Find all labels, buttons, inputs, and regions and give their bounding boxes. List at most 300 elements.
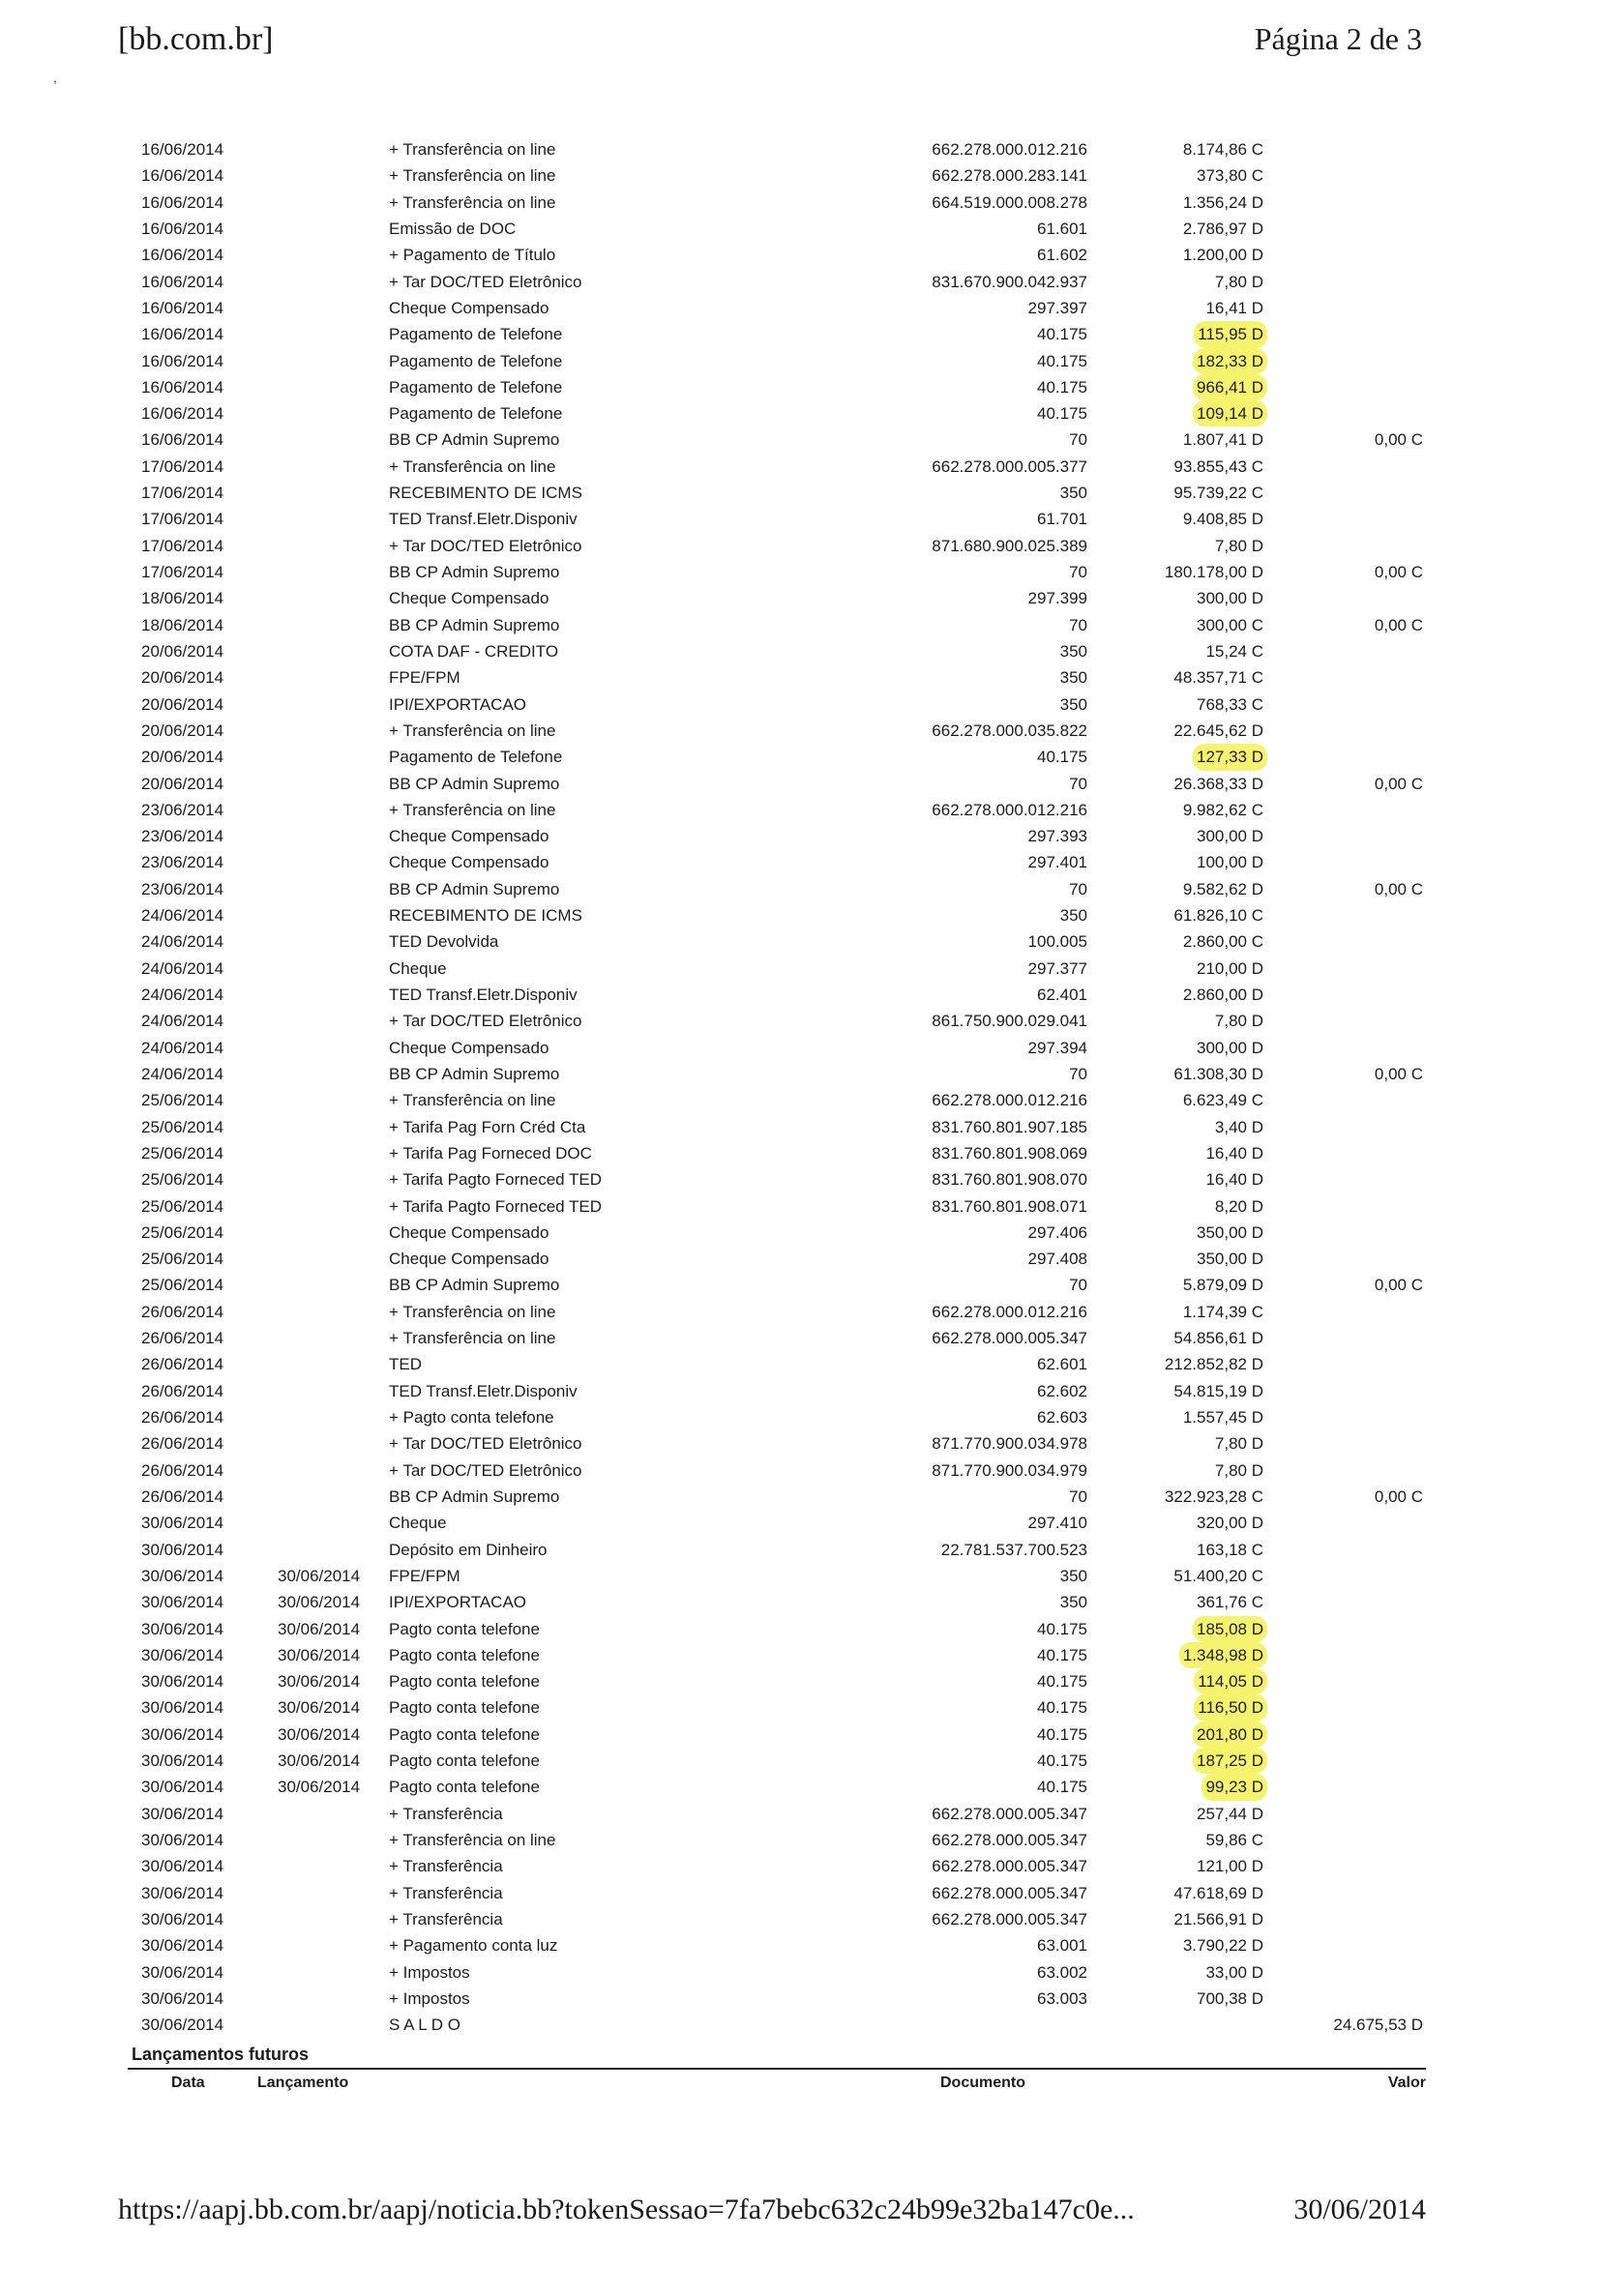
row-date: 16/06/2014 bbox=[141, 325, 224, 344]
row-date: 18/06/2014 bbox=[141, 589, 224, 608]
row-description: + Transferência on line bbox=[389, 1329, 556, 1348]
table-row bbox=[0, 1087, 1602, 1113]
row-value: 100,00 D bbox=[1197, 853, 1263, 872]
row-date: 30/06/2014 bbox=[141, 1909, 224, 1928]
row-value: 99,23 D bbox=[1202, 1774, 1267, 1800]
row-document: 831.760.801.908.069 bbox=[932, 1143, 1087, 1163]
row-document: 40.175 bbox=[1037, 1724, 1087, 1744]
row-document: 662.278.000.005.377 bbox=[932, 456, 1087, 476]
row-value: 115,95 D bbox=[1194, 321, 1267, 347]
row-date: 24/06/2014 bbox=[141, 1012, 224, 1031]
row-description: + Tarifa Pag Forn Créd Cta bbox=[389, 1117, 586, 1136]
row-value: 51.400,20 C bbox=[1173, 1566, 1263, 1585]
row-value: 16,40 D bbox=[1205, 1143, 1263, 1163]
row-document: 871.770.900.034.978 bbox=[932, 1434, 1087, 1454]
row-document: 70 bbox=[1069, 774, 1087, 793]
row-date: 16/06/2014 bbox=[141, 404, 224, 424]
row-value: 7,80 D bbox=[1214, 272, 1263, 291]
row-value: 21.566,91 D bbox=[1173, 1909, 1263, 1928]
row-balance: 0,00 C bbox=[1374, 1064, 1423, 1083]
row-value: 3,40 D bbox=[1214, 1117, 1263, 1136]
row-value: 54.815,19 D bbox=[1173, 1381, 1263, 1400]
row-document: 297.410 bbox=[1027, 1514, 1087, 1533]
row-description: + Transferência bbox=[389, 1857, 503, 1876]
row-date: 16/06/2014 bbox=[141, 192, 224, 212]
row-document: 297.408 bbox=[1027, 1250, 1087, 1269]
row-date: 20/06/2014 bbox=[141, 668, 224, 688]
row-date: 30/06/2014 bbox=[141, 1883, 224, 1902]
row-document: 63.001 bbox=[1037, 1936, 1087, 1956]
table-row bbox=[0, 1430, 1602, 1457]
table-row bbox=[0, 242, 1602, 268]
row-posting-date: 30/06/2014 bbox=[278, 1619, 361, 1638]
row-date: 30/06/2014 bbox=[141, 1751, 224, 1771]
row-date: 30/06/2014 bbox=[141, 1514, 224, 1533]
row-description: BB CP Admin Supremo bbox=[389, 774, 560, 793]
future-entries-title: Lançamentos futuros bbox=[132, 2045, 310, 2064]
row-value: 2.860,00 D bbox=[1182, 986, 1263, 1004]
row-description: BB CP Admin Supremo bbox=[389, 1276, 560, 1295]
row-value: 1.557,45 D bbox=[1182, 1408, 1263, 1427]
row-value: 22.645,62 D bbox=[1173, 721, 1263, 740]
table-row bbox=[0, 1932, 1602, 1958]
row-description: Cheque Compensado bbox=[389, 1222, 549, 1242]
row-description: Pagamento de Telefone bbox=[389, 748, 563, 767]
row-description: + Pagto conta telefone bbox=[389, 1408, 554, 1427]
row-date: 20/06/2014 bbox=[141, 774, 224, 793]
table-row bbox=[0, 216, 1602, 242]
row-document: 350 bbox=[1059, 668, 1087, 688]
row-description: TED Devolvida bbox=[389, 932, 499, 952]
row-date: 25/06/2014 bbox=[141, 1276, 224, 1295]
row-description: + Tarifa Pag Forneced DOC bbox=[389, 1143, 592, 1163]
row-date: 24/06/2014 bbox=[141, 932, 224, 952]
table-row bbox=[0, 190, 1602, 216]
row-value: 121,00 D bbox=[1197, 1857, 1263, 1876]
row-date: 24/06/2014 bbox=[141, 906, 224, 926]
row-document: 40.175 bbox=[1037, 377, 1087, 397]
row-date: 26/06/2014 bbox=[141, 1381, 224, 1400]
row-description: + Pagamento de Título bbox=[389, 246, 556, 265]
row-value: 180.178,00 D bbox=[1164, 563, 1263, 581]
table-row bbox=[0, 162, 1602, 189]
row-document: 662.278.000.005.347 bbox=[932, 1883, 1087, 1902]
row-value: 1.200,00 D bbox=[1182, 246, 1263, 265]
row-description: RECEBIMENTO DE ICMS bbox=[389, 484, 582, 503]
row-description: Pagto conta telefone bbox=[389, 1619, 540, 1638]
row-description: TED Transf.Eletr.Disponiv bbox=[389, 986, 578, 1004]
row-posting-date: 30/06/2014 bbox=[278, 1645, 361, 1664]
row-value: 300,00 D bbox=[1197, 1038, 1263, 1057]
row-balance: 0,00 C bbox=[1374, 615, 1423, 634]
row-value: 300,00 D bbox=[1197, 827, 1263, 846]
row-value: 212.852,82 D bbox=[1164, 1355, 1263, 1374]
table-row bbox=[0, 1748, 1602, 1774]
row-value: 109,14 D bbox=[1193, 400, 1267, 427]
row-document: 61.701 bbox=[1037, 510, 1087, 529]
row-description: BB CP Admin Supremo bbox=[389, 879, 560, 898]
row-date: 16/06/2014 bbox=[141, 377, 224, 397]
row-document: 62.603 bbox=[1037, 1408, 1087, 1427]
row-description: + Transferência on line bbox=[389, 1302, 556, 1321]
row-description: Pagto conta telefone bbox=[389, 1724, 540, 1744]
row-description: Pagamento de Telefone bbox=[389, 404, 563, 424]
row-document: 297.399 bbox=[1027, 589, 1087, 608]
row-value: 768,33 C bbox=[1197, 694, 1263, 714]
row-document: 350 bbox=[1059, 484, 1087, 503]
table-row bbox=[0, 454, 1602, 480]
row-date: 25/06/2014 bbox=[141, 1143, 224, 1163]
future-col-entry: Lançamento bbox=[257, 2075, 349, 2091]
row-date: 24/06/2014 bbox=[141, 986, 224, 1004]
row-date: 26/06/2014 bbox=[141, 1434, 224, 1454]
row-document: 662.278.000.012.216 bbox=[932, 140, 1087, 159]
row-date: 17/06/2014 bbox=[141, 456, 224, 476]
row-date: 20/06/2014 bbox=[141, 694, 224, 714]
row-date: 16/06/2014 bbox=[141, 166, 224, 186]
table-row bbox=[0, 1880, 1602, 1906]
row-document: 831.760.801.907.185 bbox=[932, 1117, 1087, 1136]
row-document: 871.680.900.025.389 bbox=[932, 536, 1087, 555]
row-document: 350 bbox=[1059, 694, 1087, 714]
row-document: 297.397 bbox=[1027, 298, 1087, 317]
table-row bbox=[0, 269, 1602, 295]
table-row bbox=[0, 1299, 1602, 1325]
row-description: RECEBIMENTO DE ICMS bbox=[389, 906, 582, 926]
row-value: 300,00 D bbox=[1197, 589, 1263, 608]
row-value: 54.856,61 D bbox=[1173, 1329, 1263, 1348]
table-row bbox=[0, 1061, 1602, 1087]
row-description: Cheque Compensado bbox=[389, 827, 549, 846]
row-date: 30/06/2014 bbox=[141, 1593, 224, 1612]
row-document: 297.401 bbox=[1027, 853, 1087, 872]
row-date: 24/06/2014 bbox=[141, 958, 224, 978]
row-date: 26/06/2014 bbox=[141, 1302, 224, 1321]
row-value: 16,40 D bbox=[1205, 1170, 1263, 1190]
row-description: + Tar DOC/TED Eletrônico bbox=[389, 1460, 582, 1480]
row-value: 966,41 D bbox=[1193, 374, 1267, 400]
row-value: 93.855,43 C bbox=[1173, 456, 1263, 476]
row-document: 63.002 bbox=[1037, 1962, 1087, 1982]
table-row bbox=[0, 928, 1602, 955]
row-date: 30/06/2014 bbox=[141, 1698, 224, 1718]
row-value: 6.623,49 C bbox=[1182, 1091, 1263, 1110]
table-row bbox=[0, 1827, 1602, 1853]
table-row bbox=[0, 1906, 1602, 1932]
row-value: 9.982,62 C bbox=[1182, 800, 1263, 819]
row-document: 70 bbox=[1069, 430, 1087, 450]
table-row bbox=[0, 982, 1602, 1008]
row-description: FPE/FPM bbox=[389, 1566, 460, 1585]
row-date: 16/06/2014 bbox=[141, 430, 224, 450]
row-date: 20/06/2014 bbox=[141, 748, 224, 767]
row-value: 163,18 C bbox=[1197, 1540, 1263, 1559]
row-posting-date: 30/06/2014 bbox=[278, 1566, 361, 1585]
row-posting-date: 30/06/2014 bbox=[278, 1778, 361, 1797]
table-row bbox=[0, 1193, 1602, 1220]
table-row bbox=[0, 849, 1602, 875]
row-document: 662.278.000.283.141 bbox=[932, 166, 1087, 186]
future-col-date: Data bbox=[171, 2075, 205, 2091]
table-row bbox=[0, 876, 1602, 902]
row-date: 30/06/2014 bbox=[141, 1540, 224, 1559]
row-date: 24/06/2014 bbox=[141, 1064, 224, 1083]
row-posting-date: 30/06/2014 bbox=[278, 1698, 361, 1718]
row-value: 7,80 D bbox=[1214, 536, 1263, 555]
row-value: 16,41 D bbox=[1205, 298, 1263, 317]
table-row bbox=[0, 506, 1602, 532]
row-document: 100.005 bbox=[1027, 932, 1087, 952]
table-row bbox=[0, 1668, 1602, 1694]
page-number: Página 2 de 3 bbox=[1254, 21, 1422, 56]
row-value: 1.174,39 C bbox=[1182, 1302, 1263, 1321]
row-description: Cheque Compensado bbox=[389, 589, 549, 608]
row-value: 201,80 D bbox=[1193, 1722, 1267, 1748]
row-date: 30/06/2014 bbox=[141, 1672, 224, 1692]
scan-mark: , bbox=[53, 70, 57, 85]
row-description: + Transferência on line bbox=[389, 166, 556, 186]
row-document: 70 bbox=[1069, 563, 1087, 581]
row-value: 15,24 C bbox=[1205, 641, 1263, 661]
table-row bbox=[0, 823, 1602, 849]
row-document: 40.175 bbox=[1037, 1751, 1087, 1771]
row-balance: 0,00 C bbox=[1374, 430, 1423, 450]
row-balance: 0,00 C bbox=[1374, 774, 1423, 793]
table-row bbox=[0, 1563, 1602, 1589]
row-date: 30/06/2014 bbox=[141, 1804, 224, 1823]
row-posting-date: 30/06/2014 bbox=[278, 1724, 361, 1744]
row-date: 23/06/2014 bbox=[141, 853, 224, 872]
row-balance: 0,00 C bbox=[1374, 879, 1423, 898]
row-document: 350 bbox=[1059, 1593, 1087, 1612]
row-document: 40.175 bbox=[1037, 325, 1087, 344]
table-row bbox=[0, 956, 1602, 982]
row-value: 257,44 D bbox=[1197, 1804, 1263, 1823]
row-document: 70 bbox=[1069, 879, 1087, 898]
table-row bbox=[0, 1272, 1602, 1298]
row-date: 17/06/2014 bbox=[141, 536, 224, 555]
table-row bbox=[0, 400, 1602, 427]
table-row bbox=[0, 1008, 1602, 1034]
table-row bbox=[0, 1140, 1602, 1166]
row-date: 26/06/2014 bbox=[141, 1329, 224, 1348]
row-description: + Tarifa Pagto Forneced TED bbox=[389, 1170, 603, 1190]
row-description: + Transferência on line bbox=[389, 721, 556, 740]
row-date: 25/06/2014 bbox=[141, 1222, 224, 1242]
row-description: + Transferência bbox=[389, 1883, 503, 1902]
row-date: 30/06/2014 bbox=[141, 2016, 224, 2035]
row-description: BB CP Admin Supremo bbox=[389, 1487, 560, 1506]
row-date: 30/06/2014 bbox=[141, 1724, 224, 1744]
row-document: 297.394 bbox=[1027, 1038, 1087, 1057]
table-row bbox=[0, 1378, 1602, 1404]
table-row bbox=[0, 1404, 1602, 1430]
row-date: 18/06/2014 bbox=[141, 615, 224, 634]
row-document: 350 bbox=[1059, 1566, 1087, 1585]
row-description: + Transferência bbox=[389, 1804, 503, 1823]
row-date: 23/06/2014 bbox=[141, 879, 224, 898]
row-value: 5.879,09 D bbox=[1182, 1276, 1263, 1295]
row-date: 25/06/2014 bbox=[141, 1196, 224, 1216]
row-document: 40.175 bbox=[1037, 748, 1087, 767]
row-document: 40.175 bbox=[1037, 1645, 1087, 1664]
row-document: 63.003 bbox=[1037, 1988, 1087, 2008]
row-date: 16/06/2014 bbox=[141, 219, 224, 238]
row-document: 662.278.000.012.216 bbox=[932, 800, 1087, 819]
row-value: 9.582,62 D bbox=[1182, 879, 1263, 898]
row-value: 59,86 C bbox=[1205, 1831, 1263, 1849]
row-document: 871.770.900.034.979 bbox=[932, 1460, 1087, 1480]
row-posting-date: 30/06/2014 bbox=[278, 1751, 361, 1771]
row-value: 1.807,41 D bbox=[1182, 430, 1263, 450]
row-value: 300,00 C bbox=[1197, 615, 1263, 634]
row-value: 9.408,85 D bbox=[1182, 510, 1263, 529]
row-document: 350 bbox=[1059, 906, 1087, 926]
row-document: 22.781.537.700.523 bbox=[940, 1540, 1087, 1559]
table-row bbox=[0, 2012, 1602, 2038]
row-document: 861.750.900.029.041 bbox=[932, 1012, 1087, 1031]
table-row bbox=[0, 1801, 1602, 1827]
row-date: 30/06/2014 bbox=[141, 1566, 224, 1585]
row-value: 373,80 C bbox=[1197, 166, 1263, 186]
table-row bbox=[0, 1589, 1602, 1615]
row-document: 662.278.000.005.347 bbox=[932, 1804, 1087, 1823]
row-value: 95.739,22 C bbox=[1173, 484, 1263, 503]
row-document: 662.278.000.035.822 bbox=[932, 721, 1087, 740]
row-value: 361,76 C bbox=[1197, 1593, 1263, 1612]
row-date: 30/06/2014 bbox=[141, 1831, 224, 1849]
row-date: 23/06/2014 bbox=[141, 827, 224, 846]
row-description: Cheque Compensado bbox=[389, 853, 549, 872]
row-value: 350,00 D bbox=[1197, 1250, 1263, 1269]
row-description: + Impostos bbox=[389, 1988, 470, 2008]
row-description: IPI/EXPORTACAO bbox=[389, 1593, 527, 1612]
row-description: Cheque bbox=[389, 1514, 447, 1533]
row-date: 30/06/2014 bbox=[141, 1619, 224, 1638]
row-date: 20/06/2014 bbox=[141, 721, 224, 740]
row-value: 7,80 D bbox=[1214, 1460, 1263, 1480]
row-date: 16/06/2014 bbox=[141, 298, 224, 317]
row-date: 16/06/2014 bbox=[141, 272, 224, 291]
row-posting-date: 30/06/2014 bbox=[278, 1593, 361, 1612]
row-date: 20/06/2014 bbox=[141, 641, 224, 661]
row-description: + Transferência on line bbox=[389, 1091, 556, 1110]
row-document: 662.278.000.012.216 bbox=[932, 1091, 1087, 1110]
footer-date: 30/06/2014 bbox=[1293, 2193, 1426, 2225]
row-posting-date: 30/06/2014 bbox=[278, 1672, 361, 1692]
row-description: Pagamento de Telefone bbox=[389, 325, 563, 344]
future-entries-divider bbox=[128, 2068, 1426, 2070]
row-value: 182,33 D bbox=[1193, 348, 1267, 374]
row-value: 47.618,69 D bbox=[1173, 1883, 1263, 1902]
table-row bbox=[0, 1959, 1602, 1986]
table-row bbox=[0, 321, 1602, 347]
row-value: 61.308,30 D bbox=[1173, 1064, 1263, 1083]
row-description: FPE/FPM bbox=[389, 668, 460, 688]
row-value: 187,25 D bbox=[1193, 1748, 1267, 1774]
table-row bbox=[0, 1537, 1602, 1563]
row-date: 30/06/2014 bbox=[141, 1962, 224, 1982]
table-row bbox=[0, 374, 1602, 400]
row-document: 70 bbox=[1069, 1064, 1087, 1083]
table-row bbox=[0, 718, 1602, 744]
row-description: TED Transf.Eletr.Disponiv bbox=[389, 510, 578, 529]
row-value: 127,33 D bbox=[1193, 744, 1267, 770]
table-row bbox=[0, 1616, 1602, 1642]
row-date: 30/06/2014 bbox=[141, 1988, 224, 2008]
table-row bbox=[0, 771, 1602, 797]
table-row bbox=[0, 533, 1602, 559]
table-row bbox=[0, 1853, 1602, 1879]
table-row bbox=[0, 585, 1602, 611]
row-description: + Transferência on line bbox=[389, 140, 556, 159]
row-date: 25/06/2014 bbox=[141, 1117, 224, 1136]
row-description: BB CP Admin Supremo bbox=[389, 1064, 560, 1083]
table-row bbox=[0, 1484, 1602, 1510]
row-value: 322.923,28 C bbox=[1164, 1487, 1263, 1506]
row-date: 30/06/2014 bbox=[141, 1645, 224, 1664]
table-row bbox=[0, 1642, 1602, 1668]
table-row bbox=[0, 1351, 1602, 1377]
row-document: 831.670.900.042.937 bbox=[932, 272, 1087, 291]
table-row bbox=[0, 1510, 1602, 1536]
row-description: + Tarifa Pagto Forneced TED bbox=[389, 1196, 603, 1216]
row-value: 1.348,98 D bbox=[1179, 1642, 1267, 1668]
table-row bbox=[0, 664, 1602, 691]
footer-url[interactable]: https://aapj.bb.com.br/aapj/noticia.bb?tokenSessao=7fa7bebc632c24b99e32ba147c0e... bbox=[118, 2193, 1135, 2225]
row-description: Pagto conta telefone bbox=[389, 1778, 540, 1797]
row-value: 114,05 D bbox=[1194, 1668, 1267, 1694]
row-description: BB CP Admin Supremo bbox=[389, 563, 560, 581]
future-col-document: Documento bbox=[940, 2075, 1025, 2091]
row-balance: 24.675,53 D bbox=[1333, 2016, 1423, 2035]
row-description: S A L D O bbox=[389, 2016, 461, 2035]
row-value: 8,20 D bbox=[1214, 1196, 1263, 1216]
table-row bbox=[0, 1722, 1602, 1748]
row-value: 61.826,10 C bbox=[1173, 906, 1263, 926]
row-document: 40.175 bbox=[1037, 1619, 1087, 1638]
row-document: 350 bbox=[1059, 641, 1087, 661]
row-date: 30/06/2014 bbox=[141, 1936, 224, 1956]
row-value: 700,38 D bbox=[1197, 1988, 1263, 2008]
row-date: 26/06/2014 bbox=[141, 1460, 224, 1480]
table-row bbox=[0, 638, 1602, 664]
future-col-value: Valor bbox=[1387, 2075, 1426, 2091]
row-value: 1.356,24 D bbox=[1182, 192, 1263, 212]
table-row bbox=[0, 1114, 1602, 1140]
row-balance: 0,00 C bbox=[1374, 1487, 1423, 1506]
row-description: + Transferência on line bbox=[389, 1831, 556, 1849]
row-document: 62.401 bbox=[1037, 986, 1087, 1004]
table-row bbox=[0, 1325, 1602, 1351]
table-row bbox=[0, 744, 1602, 770]
row-date: 24/06/2014 bbox=[141, 1038, 224, 1057]
row-document: 40.175 bbox=[1037, 1778, 1087, 1797]
row-description: TED Transf.Eletr.Disponiv bbox=[389, 1381, 578, 1400]
row-description: + Pagamento conta luz bbox=[389, 1936, 558, 1956]
row-document: 61.601 bbox=[1037, 219, 1087, 238]
row-value: 350,00 D bbox=[1197, 1222, 1263, 1242]
row-description: Cheque Compensado bbox=[389, 1038, 549, 1057]
row-description: Cheque Compensado bbox=[389, 1250, 549, 1269]
table-row bbox=[0, 692, 1602, 718]
row-description: + Tar DOC/TED Eletrônico bbox=[389, 1434, 582, 1454]
row-value: 185,08 D bbox=[1193, 1616, 1267, 1642]
row-value: 26.368,33 D bbox=[1173, 774, 1263, 793]
table-row bbox=[0, 427, 1602, 453]
row-date: 26/06/2014 bbox=[141, 1355, 224, 1374]
row-description: TED bbox=[389, 1355, 422, 1374]
